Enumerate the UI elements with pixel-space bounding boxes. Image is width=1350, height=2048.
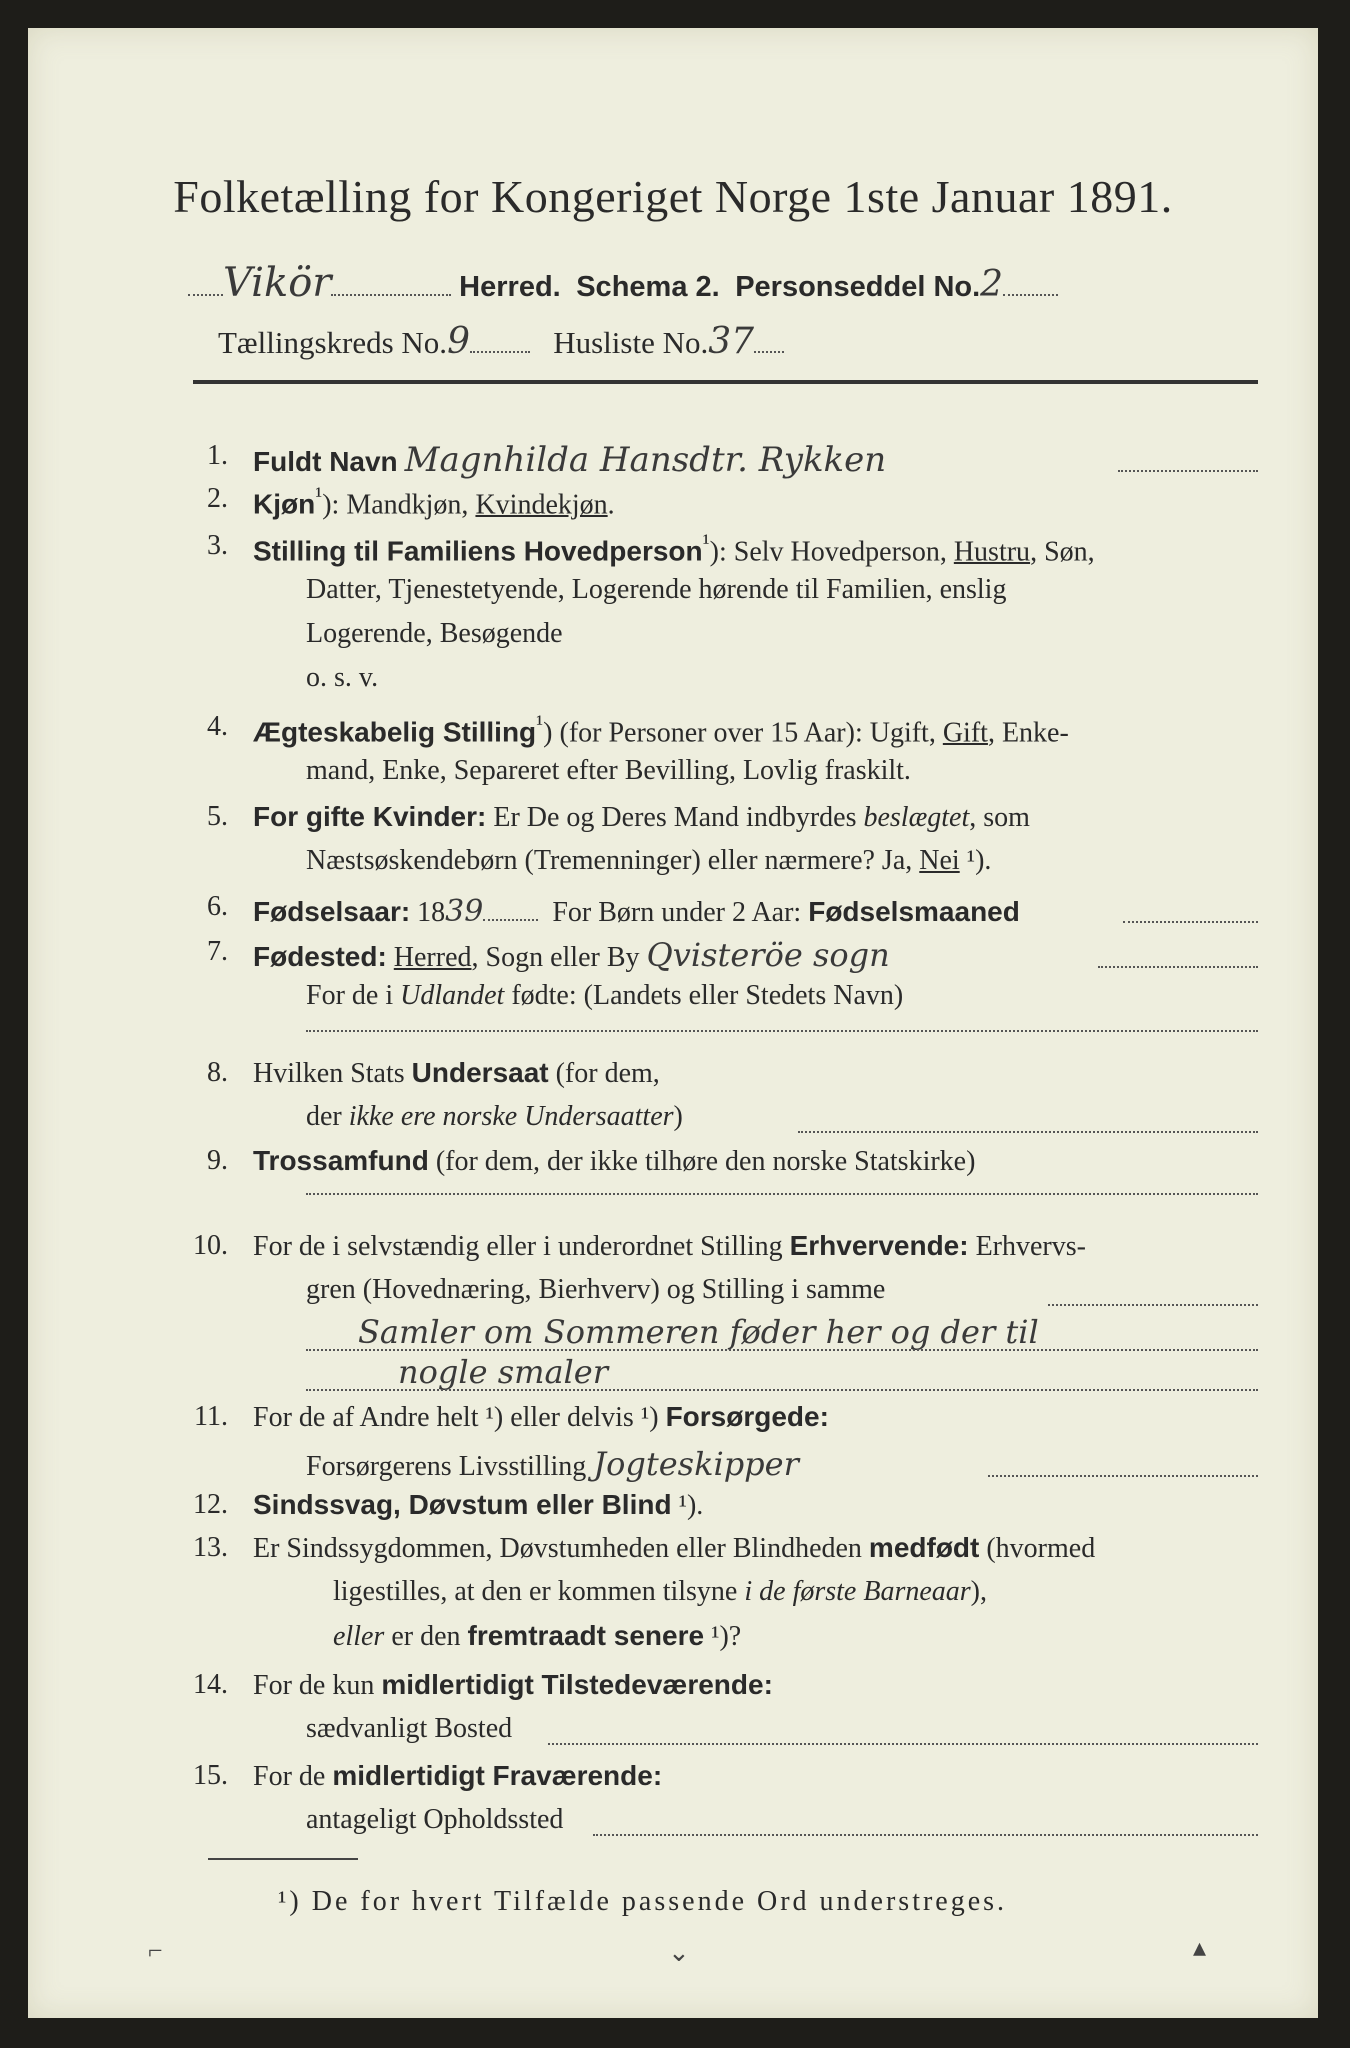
field-label: Trossamfund [253,1145,429,1176]
underlined-option: Kvindekjøn [475,489,608,521]
footnote-ref: ¹). [671,1490,704,1521]
italic-term: i de første Barneaar [744,1576,971,1607]
question-number: 5. [207,801,228,832]
question-number: 3. [207,530,228,561]
continuation-text [306,1445,799,1483]
field-label: Forsørgede: [665,1401,829,1432]
question-number: 9. [207,1145,228,1176]
year-dots [483,891,538,921]
option-text: ) (for Personer over 15 Aar): Ugift, [543,717,943,749]
answer-line [593,1834,1258,1836]
question-text [253,891,1020,929]
schema-label: Schema 2. [576,271,720,303]
field-label: Fuldt Navn [253,446,398,477]
field-label: Erhvervende: [789,1230,969,1261]
question-body: (for dem, [548,1058,660,1089]
question-body: Er Sindssygdommen, Døvstumheden eller Blindheden [253,1533,869,1564]
question-text [253,711,1069,749]
question-body: For Børn under 2 Aar: [552,897,809,928]
field-label: midlertidigt Tilstedeværende: [381,1669,773,1700]
question-body: , som [969,802,1030,833]
question-text [253,1401,829,1434]
answer-line [306,1389,1258,1391]
continuation-part: ligestilles, at den er kommen tilsyne [333,1576,745,1607]
continuation-text [333,1620,741,1653]
field-label: Fødselsaar: [253,896,411,927]
kreds-value: 9 [447,321,470,362]
husliste-label: Husliste No. [553,325,709,360]
question-text [253,1230,1086,1263]
italic-term: Udlandet [400,980,505,1011]
italic-term: beslægtet [863,802,970,833]
question-text [253,440,886,480]
birth-year-value: 39 [445,894,484,929]
question-text [253,1489,703,1522]
punctuation: . [607,489,615,521]
question-body: Er De og Deres Mand indbyrdes [486,802,864,833]
question-number: 14. [193,1669,228,1700]
field-label: Stilling til Familiens Hovedperson [253,535,703,567]
header-divider [193,380,1258,384]
question-text [253,483,615,521]
occupation-value-1: Samler om Sommeren føder her og der til [358,1313,1039,1351]
spacer [387,942,394,973]
underlined-option: Herred [393,942,472,973]
continuation-text [306,845,991,877]
herred-value: Vikör [223,260,332,306]
question-number: 2. [207,483,228,514]
option-text: , Søn, [1030,536,1095,568]
italic-term: eller [333,1621,385,1652]
continuation-part: ), [970,1576,987,1607]
field-label: Undersaat [411,1057,549,1088]
continuation-text: sædvanligt Bosted [306,1713,513,1744]
footnote-ref: ¹ [536,711,544,737]
footnote-ref: ¹ [702,530,710,556]
continuation-part: ) [673,1101,683,1132]
provider-occupation-value: Jogteskipper [593,1445,799,1483]
question-number: 6. [207,891,228,922]
italic-term: ikke ere norske Undersaatter [348,1101,674,1132]
continuation-text [333,1576,987,1608]
field-label: Ægteskabelig Stilling [253,716,537,748]
continuation-text: mand, Enke, Separeret efter Bevilling, Lovlig fraskilt. [306,755,911,786]
question-body: For de i selvstændig eller i underordnet Stilling [253,1231,790,1262]
answer-line [1118,470,1258,472]
kreds-dots [470,320,530,353]
continuation-part: der [306,1101,349,1132]
question-number: 8. [207,1057,228,1088]
field-label: fremtraadt senere [467,1620,705,1651]
question-text [253,1760,662,1793]
answer-line [306,1030,1258,1032]
field-label: midlertidigt Fraværende: [332,1760,663,1791]
option-text: ): Mandkjøn, [322,489,476,521]
continuation-part: Forsørgerens Livsstilling [306,1451,587,1482]
field-label: For gifte Kvinder: [253,801,487,832]
personseddel-label: Personseddel No. [735,271,981,303]
pen-mark-right: ▴ [1193,1933,1207,1962]
husliste-value: 37 [708,321,755,362]
continuation-part: ¹)? [704,1621,742,1652]
personseddel-dots [1003,263,1058,296]
question-text [253,530,1095,568]
birthplace-value: Qvisteröe sogn [646,936,890,974]
personseddel-value: 2 [980,264,1004,305]
answer-line [306,1349,1258,1351]
question-body: (for dem, der ikke tilhøre den norske Statskirke) [428,1146,976,1177]
pen-mark-left: ⌐ [148,1936,163,1965]
question-body: Erhvervs- [968,1231,1086,1262]
husliste-dots [754,320,784,353]
question-body: (hvormed [979,1533,1096,1564]
question-number: 12. [193,1489,228,1520]
question-number: 4. [207,711,228,742]
field-label: Sindssvag, Døvstum eller Blind [253,1489,672,1520]
question-number: 1. [207,440,228,471]
continuation-text: o. s. v. [306,662,379,693]
question-body: For de kun [253,1670,382,1701]
continuation-part: Næstsøskendebørn (Tremenninger) eller nærmere? Ja, [306,845,920,876]
full-name-value: Magnhilda Hansdtr. Rykken [404,440,887,480]
continuation-text: Datter, Tjenestetyende, Logerende hørende til Familien, enslig [306,574,1007,605]
continuation-text [306,1101,683,1133]
question-text [253,1669,773,1702]
year-prefix: 18 [410,897,446,928]
kreds-label: Tællingskreds No. [218,325,448,360]
footnote-ref: ¹ [315,483,323,509]
field-label: Fødselsmaaned [808,896,1020,927]
field-label: medfødt [868,1532,980,1563]
answer-line [306,1193,1258,1195]
question-number: 7. [207,936,228,967]
question-body: , Sogn eller By [471,942,640,973]
question-text [253,801,1030,834]
pen-mark-center: ⌄ [668,1938,690,1967]
option-text: ): Selv Hovedperson, [709,536,954,568]
continuation-text: gren (Hovednæring, Bierhverv) og Stilling i samme [306,1274,886,1305]
field-label: Fødested: [253,941,387,972]
answer-line [988,1475,1258,1477]
question-body: For de [253,1761,333,1792]
question-body: For de af Andre helt ¹) eller delvis ¹) [253,1402,666,1433]
underlined-option: Gift [942,717,988,749]
header-row-herred [188,260,1258,306]
question-text [253,1532,1095,1565]
continuation-text: Logerende, Besøgende [306,618,563,649]
question-text [253,1057,660,1090]
option-text: , Enke- [987,717,1069,749]
continuation-part: For de i [306,980,401,1011]
question-number: 13. [193,1532,228,1563]
continuation-text: antageligt Opholdssted [306,1804,564,1835]
continuation-text [306,980,903,1012]
census-form [28,28,1318,2018]
occupation-value-2: nogle smaler [398,1353,609,1391]
header-row-kreds [218,320,1218,362]
answer-line [798,1131,1258,1133]
footnote-divider [208,1858,358,1860]
question-text [253,1145,975,1178]
herred-label: Herred. [459,271,561,303]
herred-dots-left [188,263,223,296]
question-number: 10. [193,1230,228,1261]
field-label: Kjøn [253,488,316,520]
herred-dots [331,263,451,296]
question-number: 15. [193,1760,228,1791]
continuation-part: fødte: (Landets eller Stedets Navn) [504,980,904,1011]
answer-line [1123,921,1258,923]
question-text [253,936,890,974]
answer-line [1098,966,1258,968]
question-body: Hvilken Stats [253,1058,412,1089]
continuation-part: ¹). [959,845,992,876]
answer-line [1048,1304,1258,1306]
answer-line [548,1743,1258,1745]
form-title: Folketælling for Kongeriget Norge 1ste Januar 1891. [173,171,1173,222]
underlined-option: Nei [919,845,960,876]
footnote: ¹) De for hvert Tilfælde passende Ord understreges. [278,1886,1008,1917]
question-number: 11. [194,1401,228,1432]
continuation-part: er den [384,1621,468,1652]
underlined-option: Hustru [953,536,1031,568]
